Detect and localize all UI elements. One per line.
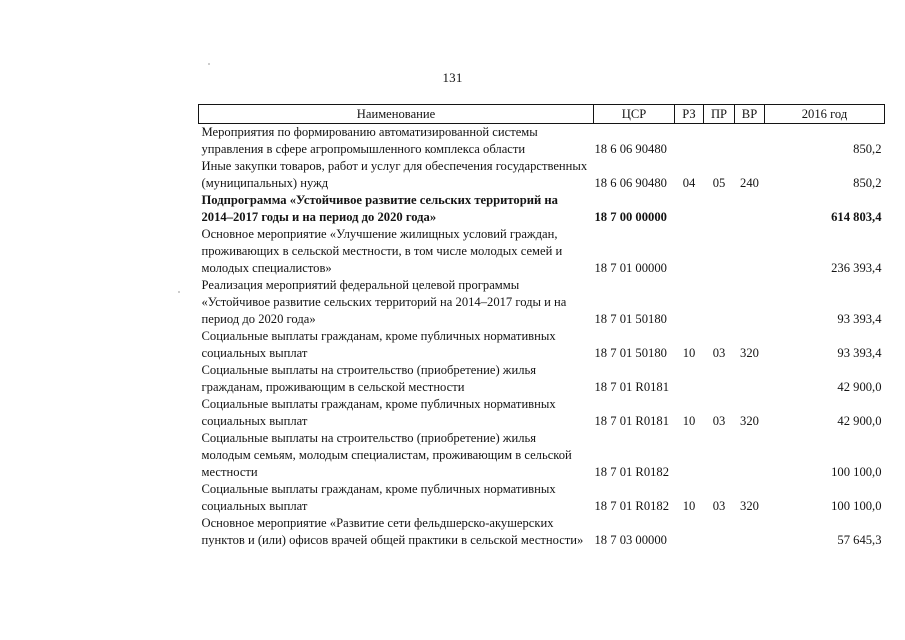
cell-vr [735,192,765,226]
cell-amount: 42 900,0 [837,380,882,394]
cell-vr [735,226,765,277]
cell-amount: 57 645,3 [837,533,882,547]
scan-speck [208,63,210,65]
cell-vr: 320 [740,346,759,360]
cell-rz: 10 [682,346,696,360]
cell-rz: 10 [682,414,696,428]
cell-rz [675,515,704,549]
cell-amount: 614 803,4 [831,210,882,224]
table-row [199,396,885,430]
cell-csr: 18 7 01 50180 [594,346,667,360]
cell-name: Социальные выплаты на строительство (приобретение) жилья гражданам, проживающим в сельской местности [201,363,537,394]
table-row [199,481,885,515]
cell-csr: 18 7 01 R0181 [594,380,670,394]
cell-csr: 18 6 06 90480 [594,176,667,190]
cell-csr: 18 7 01 R0181 [594,414,670,428]
table-row [199,124,885,159]
cell-rz [675,192,704,226]
cell-pr [704,124,735,159]
cell-amount: 100 100,0 [831,465,882,479]
cell-pr: 03 [712,499,726,513]
table-row [199,226,885,277]
cell-name: Иные закупки товаров, работ и услуг для обеспечения государственных (муниципальных) нужд [201,159,588,190]
budget-table [198,104,885,549]
cell-pr [704,430,735,481]
table-row [199,192,885,226]
cell-vr [735,362,765,396]
table-row [199,158,885,192]
cell-rz [675,430,704,481]
cell-amount: 100 100,0 [831,499,882,513]
cell-pr: 03 [712,414,726,428]
header-name: Наименование [199,105,594,124]
table-row [199,362,885,396]
cell-rz [675,124,704,159]
header-amount: 2016 год [765,105,885,124]
cell-vr [735,515,765,549]
table-row [199,277,885,328]
cell-pr: 05 [712,176,726,190]
cell-csr: 18 6 06 90480 [594,142,667,156]
cell-pr [704,277,735,328]
cell-name: Основное мероприятие «Развитие сети фельдшерско-акушерских пунктов и (или) офисов врачей общей практики в сельской местности» [201,516,584,547]
cell-name: Мероприятия по формированию автоматизированной системы управления в сфере агропромышленного комплекса области [201,125,538,156]
cell-pr [704,192,735,226]
cell-amount: 850,2 [853,176,882,190]
cell-csr: 18 7 01 00000 [594,261,667,275]
cell-vr [735,277,765,328]
table-row [199,515,885,549]
cell-amount: 850,2 [853,142,882,156]
table-body [199,124,885,550]
cell-csr: 18 7 01 50180 [594,312,667,326]
cell-csr: 18 7 01 R0182 [594,499,670,513]
cell-name: Социальные выплаты гражданам, кроме публичных нормативных социальных выплат [201,482,556,513]
table-row [199,430,885,481]
table-header [199,105,885,124]
header-vr: ВР [735,105,765,124]
cell-amount: 93 393,4 [837,346,882,360]
cell-rz [675,277,704,328]
cell-name: Социальные выплаты гражданам, кроме публичных нормативных социальных выплат [201,329,556,360]
cell-csr: 18 7 00 00000 [594,210,667,224]
cell-vr [735,430,765,481]
cell-name: Основное мероприятие «Улучшение жилищных условий граждан, проживающих в сельской местности, в том числе молодых семей и молодых специалистов» [201,227,563,275]
header-rz: РЗ [675,105,704,124]
header-pr: ПР [704,105,735,124]
cell-vr [735,124,765,159]
header-csr: ЦСР [594,105,675,124]
page-number: 131 [442,70,463,85]
cell-rz [675,362,704,396]
cell-name: Реализация мероприятий федеральной целевой программы «Устойчивое развитие сельских территорий на 2014–2017 годы и на период до 2020 года» [201,278,567,326]
cell-rz: 04 [682,176,696,190]
cell-amount: 236 393,4 [831,261,882,275]
scan-speck [178,291,180,293]
cell-pr: 03 [712,346,726,360]
cell-vr: 240 [740,176,759,190]
cell-pr [704,226,735,277]
cell-vr: 320 [740,499,759,513]
table-row [199,328,885,362]
cell-pr [704,515,735,549]
cell-amount: 42 900,0 [837,414,882,428]
cell-csr: 18 7 01 R0182 [594,465,670,479]
cell-name: Социальные выплаты на строительство (приобретение) жилья молодым семьям, молодым специалистам, проживающим в сельской местности [201,431,572,479]
cell-name: Подпрограмма «Устойчивое развитие сельских территорий на 2014–2017 годы и на период до 2020 года» [201,193,558,224]
cell-amount: 93 393,4 [837,312,882,326]
cell-vr: 320 [740,414,759,428]
cell-csr: 18 7 03 00000 [594,533,667,547]
cell-rz [675,226,704,277]
cell-name: Социальные выплаты гражданам, кроме публичных нормативных социальных выплат [201,397,556,428]
cell-rz: 10 [682,499,696,513]
cell-pr [704,362,735,396]
